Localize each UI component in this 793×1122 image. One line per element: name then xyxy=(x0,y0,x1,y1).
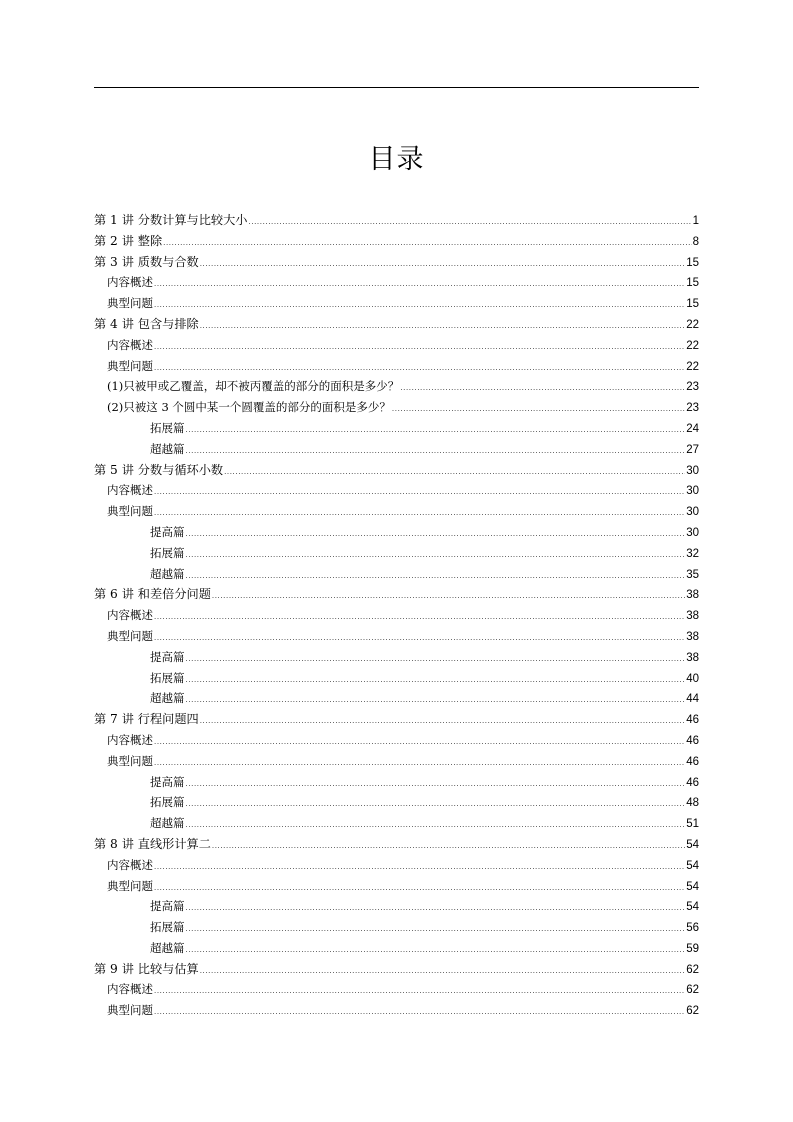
toc-entry-page: 23 xyxy=(686,402,699,415)
toc-entry[interactable] xyxy=(94,543,699,564)
toc-entry-page: 35 xyxy=(686,568,699,581)
toc-entry-page: 15 xyxy=(686,277,699,290)
toc-entry-page: 54 xyxy=(686,859,699,872)
toc-entry[interactable] xyxy=(94,439,699,460)
toc-entry-page: 15 xyxy=(686,256,699,269)
toc-entry-page: 22 xyxy=(686,318,699,331)
toc-entry-title: 内容概述 xyxy=(107,275,153,290)
toc-leader-dots xyxy=(186,898,686,919)
toc-leader-dots xyxy=(154,753,685,774)
toc-leader-dots xyxy=(154,607,685,628)
toc-leader-dots xyxy=(186,420,686,441)
toc-leader-dots xyxy=(400,378,685,399)
toc-entry[interactable] xyxy=(94,210,699,231)
toc-leader-dots xyxy=(186,441,686,462)
toc-entry[interactable] xyxy=(94,252,699,273)
toc-entry-title: 内容概述 xyxy=(107,608,153,623)
toc-entry[interactable] xyxy=(94,272,699,293)
toc-entry-title: 内容概述 xyxy=(107,337,153,352)
toc-entry-title: 典型问题 xyxy=(107,1003,153,1018)
toc-leader-dots xyxy=(154,503,685,524)
toc-entry-page: 15 xyxy=(686,298,699,311)
toc-entry-page: 22 xyxy=(686,360,699,373)
toc-entry[interactable] xyxy=(94,896,699,917)
toc-entry-page: 30 xyxy=(686,526,699,539)
toc-entry[interactable] xyxy=(94,876,699,897)
toc-entry-title: 拓展篇 xyxy=(150,795,185,810)
toc-entry[interactable] xyxy=(94,917,699,938)
toc-entry-page: 38 xyxy=(686,589,699,602)
toc-entry-page: 38 xyxy=(686,630,699,643)
page-title: 目录 xyxy=(368,144,425,175)
toc-entry-title: 典型问题 xyxy=(107,628,153,643)
toc-entry[interactable] xyxy=(94,751,699,772)
toc-leader-dots xyxy=(154,732,685,753)
toc-entry-title: 内容概述 xyxy=(107,857,153,872)
toc-entry-title: 第 4 讲 包含与排除 xyxy=(94,316,199,331)
toc-entry-title: 第 6 讲 和差倍分问题 xyxy=(94,587,211,602)
toc-entry-page: 54 xyxy=(686,880,699,893)
toc-entry[interactable] xyxy=(94,605,699,626)
toc-entry-title: 典型问题 xyxy=(107,358,153,373)
toc-entry-title: 超越篇 xyxy=(150,940,185,955)
toc-entry-title: 内容概述 xyxy=(107,982,153,997)
toc-entry-page: 62 xyxy=(686,1005,699,1018)
toc-entry-title: 第 2 讲 整除 xyxy=(94,233,163,248)
toc-entry-page: 46 xyxy=(686,714,699,727)
toc-leader-dots xyxy=(200,961,686,982)
toc-entry[interactable] xyxy=(94,480,699,501)
toc-entry-page: 54 xyxy=(686,838,699,851)
toc-entry-title: 第 9 讲 比较与估算 xyxy=(94,961,199,976)
toc-leader-dots xyxy=(154,981,685,1002)
toc-leader-dots xyxy=(186,794,686,815)
toc-entry[interactable] xyxy=(94,1000,699,1021)
toc-entry-title: 拓展篇 xyxy=(150,670,185,685)
toc-entry-page: 59 xyxy=(686,942,699,955)
toc-entry[interactable] xyxy=(94,418,699,439)
toc-leader-dots xyxy=(154,1002,685,1023)
toc-leader-dots xyxy=(186,524,686,545)
toc-entry[interactable] xyxy=(94,293,699,314)
toc-entry[interactable] xyxy=(94,564,699,585)
header-rule xyxy=(94,87,699,88)
toc-entry-page: 56 xyxy=(686,922,699,935)
toc-leader-dots xyxy=(212,586,685,607)
toc-entry-page: 22 xyxy=(686,339,699,352)
toc-leader-dots xyxy=(186,545,686,566)
toc-entry[interactable] xyxy=(94,979,699,1000)
toc-entry-page: 30 xyxy=(686,506,699,519)
toc-entry-title: 第 8 讲 直线形计算二 xyxy=(94,836,211,851)
toc-entry-page: 24 xyxy=(686,422,699,435)
toc-entry[interactable] xyxy=(94,335,699,356)
toc-entry[interactable] xyxy=(94,688,699,709)
toc-leader-dots xyxy=(154,274,685,295)
toc-leader-dots xyxy=(186,670,686,691)
toc-entry-title: 提高篇 xyxy=(150,774,185,789)
toc-entry[interactable] xyxy=(94,792,699,813)
toc-entry-page: 62 xyxy=(686,984,699,997)
toc-entry-title: 提高篇 xyxy=(150,899,185,914)
toc-entry-title: 第 1 讲 分数计算与比较大小 xyxy=(94,213,248,227)
toc-entry[interactable] xyxy=(94,772,699,793)
toc-entry[interactable] xyxy=(94,501,699,522)
toc-leader-dots xyxy=(154,628,685,649)
toc-leader-dots xyxy=(186,649,686,670)
toc-leader-dots xyxy=(163,233,691,254)
toc-entry[interactable] xyxy=(94,855,699,876)
toc-entry-page: 62 xyxy=(686,963,699,976)
toc-entry[interactable] xyxy=(94,376,699,397)
toc-entry[interactable] xyxy=(94,730,699,751)
toc-entry-title: 拓展篇 xyxy=(150,545,185,560)
toc-entry-title: 典型问题 xyxy=(107,753,153,768)
toc-entry[interactable] xyxy=(94,834,699,855)
toc-entry[interactable] xyxy=(94,709,699,730)
toc-leader-dots xyxy=(392,399,685,420)
toc-entry-page: 27 xyxy=(686,443,699,456)
toc-leader-dots xyxy=(224,462,685,483)
toc-entry[interactable] xyxy=(94,231,699,252)
toc-entry-page: 1 xyxy=(692,215,699,227)
toc-entry-page: 30 xyxy=(686,485,699,498)
toc-entry-title: 拓展篇 xyxy=(150,420,185,435)
toc-leader-dots xyxy=(186,919,686,940)
toc-entry-page: 54 xyxy=(686,901,699,914)
toc-entry-page: 48 xyxy=(686,797,699,810)
toc-entry-title: 超越篇 xyxy=(150,441,185,456)
toc-leader-dots xyxy=(186,940,686,961)
toc-entry-title: 超越篇 xyxy=(150,816,185,831)
toc-entry-title: 典型问题 xyxy=(107,504,153,519)
toc-entry-page: 32 xyxy=(686,547,699,560)
toc-entry[interactable] xyxy=(94,647,699,668)
toc-entry-title: 内容概述 xyxy=(107,483,153,498)
toc-entry-title: (2)只被这 3 个圆中某一个圆覆盖的部分的面积是多少？ xyxy=(107,400,391,415)
toc-leader-dots xyxy=(248,212,691,233)
toc-entry-title: 提高篇 xyxy=(150,524,185,539)
toc-entry-page: 8 xyxy=(692,235,699,248)
toc-entry[interactable] xyxy=(94,626,699,647)
toc-entry[interactable] xyxy=(94,460,699,481)
toc-leader-dots xyxy=(186,815,686,836)
toc-entry-page: 44 xyxy=(686,693,699,706)
toc-leader-dots xyxy=(186,774,686,795)
toc-entry-page: 46 xyxy=(686,734,699,747)
toc-entry[interactable] xyxy=(94,356,699,377)
toc-entry[interactable] xyxy=(94,813,699,834)
toc-entry-title: 典型问题 xyxy=(107,296,153,311)
toc-leader-dots xyxy=(154,337,685,358)
toc-entry-page: 23 xyxy=(686,381,699,394)
toc-entry-page: 38 xyxy=(686,610,699,623)
toc-leader-dots xyxy=(154,878,685,899)
toc-leader-dots xyxy=(186,690,686,711)
toc-entry-page: 46 xyxy=(686,755,699,768)
toc-leader-dots xyxy=(154,857,685,878)
toc-entry[interactable] xyxy=(94,314,699,335)
toc-entry-title: 第 3 讲 质数与合数 xyxy=(94,254,199,269)
toc-entry-title: 超越篇 xyxy=(150,691,185,706)
toc-leader-dots xyxy=(154,295,685,316)
toc-entry[interactable] xyxy=(94,959,699,980)
toc-entry[interactable] xyxy=(94,522,699,543)
toc-entry-title: 提高篇 xyxy=(150,649,185,664)
toc-entry-title: 超越篇 xyxy=(150,566,185,581)
toc-entry-page: 40 xyxy=(686,672,699,685)
toc-entry-title: 典型问题 xyxy=(107,878,153,893)
toc-leader-dots xyxy=(212,836,685,857)
toc-entry-title: (1)只被甲或乙覆盖，却不被丙覆盖的部分的面积是多少？ xyxy=(107,379,400,394)
toc-entry-title: 拓展篇 xyxy=(150,920,185,935)
toc-entry[interactable] xyxy=(94,668,699,689)
table-of-contents xyxy=(94,210,699,1021)
toc-entry-title: 内容概述 xyxy=(107,732,153,747)
toc-entry-title: 第 5 讲 分数与循环小数 xyxy=(94,462,224,477)
toc-leader-dots xyxy=(154,358,685,379)
toc-leader-dots xyxy=(200,711,686,732)
toc-entry-page: 51 xyxy=(686,818,699,831)
toc-entry-page: 30 xyxy=(686,464,699,477)
toc-entry[interactable] xyxy=(94,397,699,418)
toc-entry-page: 46 xyxy=(686,776,699,789)
toc-leader-dots xyxy=(200,316,686,337)
toc-entry[interactable] xyxy=(94,938,699,959)
toc-leader-dots xyxy=(154,482,685,503)
toc-entry[interactable] xyxy=(94,584,699,605)
toc-leader-dots xyxy=(186,566,686,587)
toc-leader-dots xyxy=(200,254,686,275)
toc-entry-page: 38 xyxy=(686,651,699,664)
toc-entry-title: 第 7 讲 行程问题四 xyxy=(94,712,199,727)
